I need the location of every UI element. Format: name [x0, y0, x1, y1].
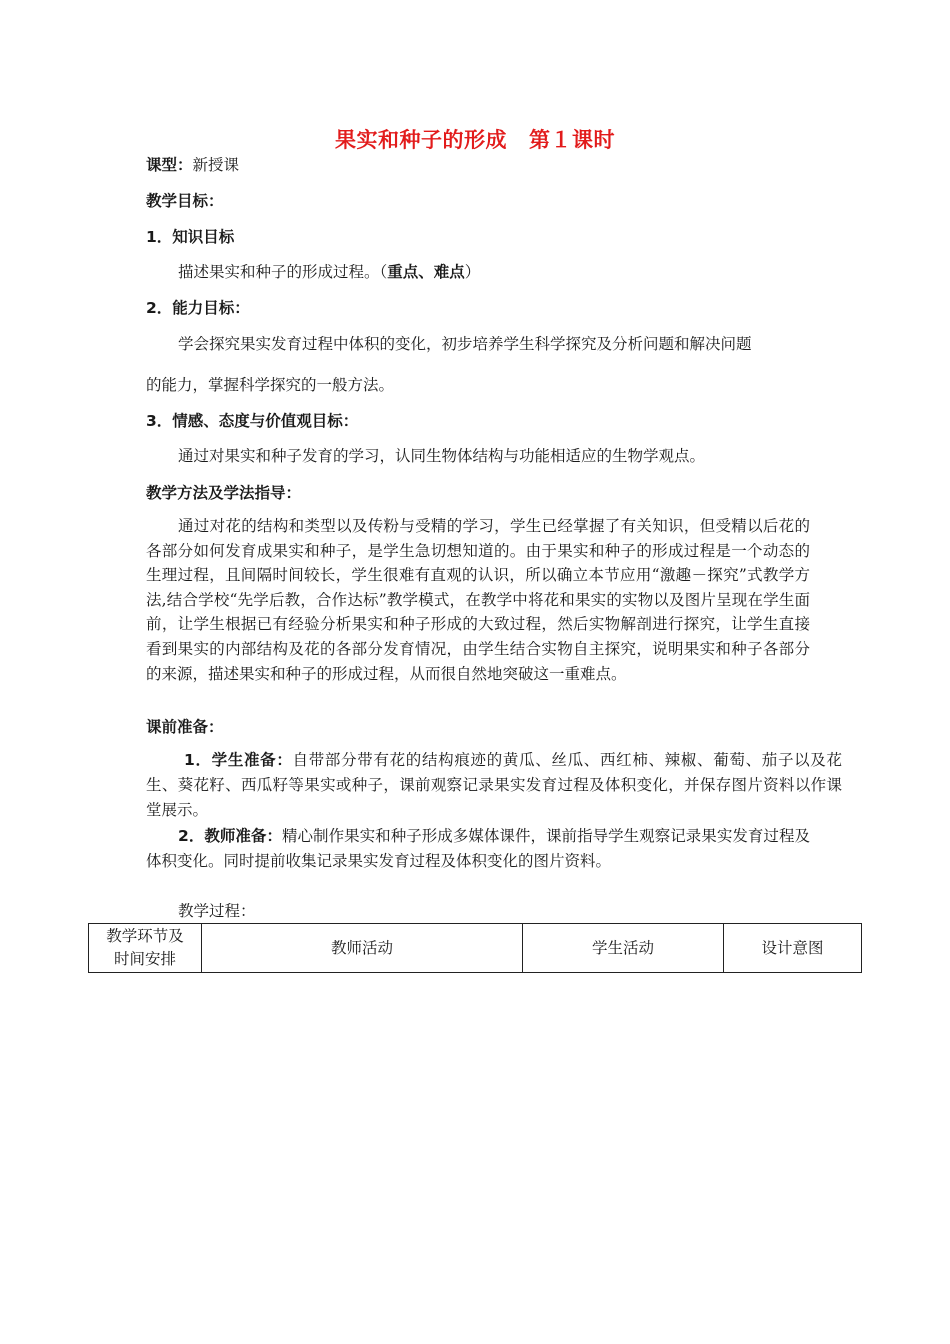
objective-1-text — [178, 260, 480, 282]
method-paragraph: 通过对花的结构和类型以及传粉与受精的学习，学生已经掌握了有关知识，但受精以后花的各部分如何发育成果实和种子，是学生急切想知道的。由于果实和种子的形成过程是一个动态的生理过程，且间隔时间较长，学生很难有直观的认识，所以确立本节应用“激趣－探究”式教学方法,结合学校“先学后教，合作达标”教学模式，在教学中将花和果实的实物以及图片呈现在学生面前，让学生根据已有经验分析果实和种子形成的大致过程，然后实物解剖进行探究，让学生直接看到果实的内部结构及花的各部分发育情况，由学生结合实物自主探究，说明果实和种子各部分的来源，描述果实和种子的形成过程，从而很自然地突破这一重难点。 — [146, 517, 810, 683]
objective-2-line2: 的能力，掌握科学探究的一般方法。 — [146, 376, 395, 394]
prep-teacher — [146, 824, 810, 874]
objectives-heading: 教学目标： — [146, 192, 224, 210]
stage-label-line1: 教学环节及 — [106, 927, 184, 945]
table-header-student: 学生活动 — [523, 924, 724, 973]
objective-3-heading: 3．情感、态度与价值观目标： — [146, 412, 359, 430]
objective-1-body: 描述果实和种子的形成过程。（ — [178, 263, 388, 281]
objective-2-line1: 学会探究果实发育过程中体积的变化，初步培养学生科学探究及分析问题和解决问题 — [178, 335, 752, 353]
prep-student-label: 1．学生准备： — [184, 751, 293, 769]
prep-student — [146, 748, 842, 823]
stage-label-line2: 时间安排 — [113, 950, 176, 968]
table-header-stage — [89, 924, 202, 973]
method-heading: 教学方法及学法指导： — [146, 484, 302, 502]
objective-1-emphasis: 重点、难点 — [387, 263, 465, 281]
lesson-type — [146, 153, 239, 175]
objective-1-heading: 1．知识目标 — [146, 228, 235, 246]
objective-3-text: 通过对果实和种子发育的学习，认同生物体结构与功能相适应的生物学观点。 — [178, 447, 706, 465]
prep-teacher-text: 精心制作果实和种子形成多媒体课件，课前指导学生观察记录果实发育过程及体积变化。同时提前收集记录果实发育过程及体积变化的图片资料。 — [146, 827, 810, 870]
table-header-row — [89, 924, 862, 973]
prep-student-text: 自带部分带有花的结构痕迹的黄瓜、丝瓜、西红柿、辣椒、葡萄、茄子以及花生、葵花籽、西瓜籽等果实或种子，课前观察记录果实发育过程及体积变化，并保存图片资料以作课堂展示。 — [146, 751, 842, 819]
lesson-type-label: 课型： — [146, 156, 193, 174]
objective-2-heading: 2．能力目标： — [146, 299, 250, 317]
prep-teacher-label: 2．教师准备： — [178, 827, 282, 845]
objective-1-close: ） — [464, 263, 481, 281]
process-heading: 教学过程： — [178, 902, 256, 920]
lesson-type-value: 新授课 — [192, 156, 240, 174]
table-header-intent: 设计意图 — [724, 924, 862, 973]
document-title — [0, 124, 950, 154]
prep-heading: 课前准备： — [146, 718, 224, 736]
title-main: 果实和种子的形成 — [335, 128, 507, 152]
title-sub: 第１课时 — [529, 128, 615, 152]
table-header-teacher: 教师活动 — [202, 924, 523, 973]
process-table — [88, 923, 862, 973]
